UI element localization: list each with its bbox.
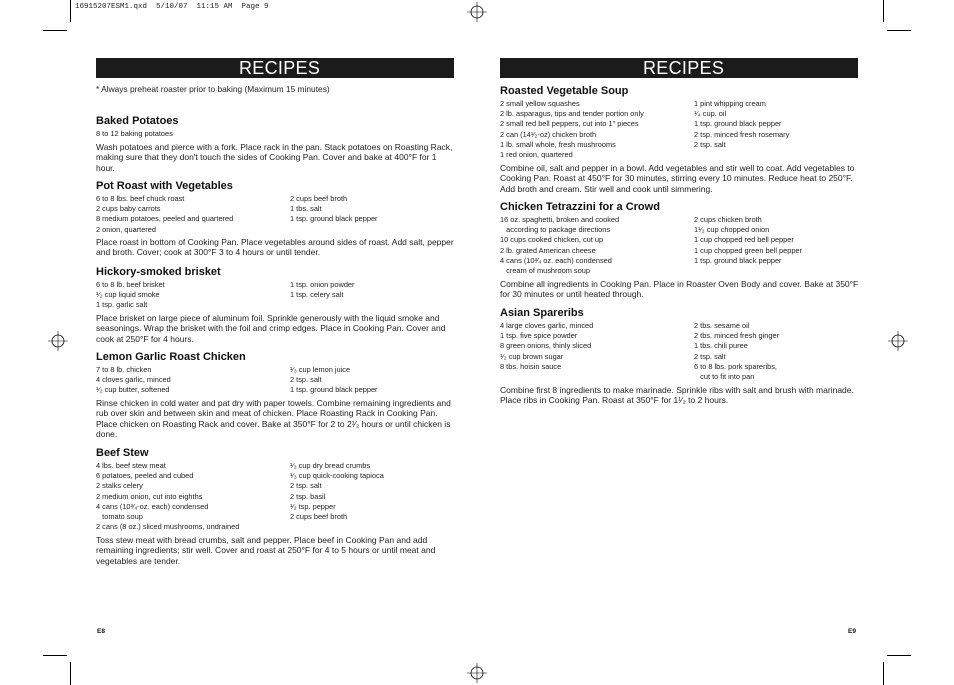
ingredient: 1 tsp. ground black pepper: [694, 255, 782, 265]
recipe-asian-spareribs: [500, 306, 860, 406]
ingredient: ¹⁄₂ tsp. pepper: [290, 501, 336, 511]
recipe-directions: Place brisket on large piece of aluminum foil. Sprinkle generously with the liquid smoke and seasonings. Wrap the brisket with the foil and crimp edges. Place in Cooking Pan. Cover and cook at 250°F for 4 hours.: [96, 313, 446, 344]
ingredient: according to package directions: [500, 225, 611, 235]
ingredient: 2 tsp. salt: [290, 375, 322, 385]
recipe-title: Roasted Vegetable Soup: [500, 85, 629, 97]
ingredient: 1 tsp. ground black pepper: [290, 385, 378, 395]
ingredient: 2 cups chicken broth: [694, 215, 762, 224]
ingredient: cream of mushroom soup: [500, 266, 590, 276]
ingredient: 16 oz. spaghetti, broken and cooked: [500, 215, 620, 224]
recipe-directions: Wash potatoes and pierce with a fork. Place rack in the pan. Stack potatoes on Roasting Rack, making sure that they don't touch the sides of Cooking Pan. Cover and bake at 400°F for 1 hour.: [96, 142, 453, 173]
ingredient: ¹⁄₄ cup. oil: [694, 109, 727, 119]
ingredient-list: [96, 194, 456, 235]
ingredient: 2 can (14¹⁄₂-oz) chicken broth: [500, 129, 597, 139]
registration-mark-icon: [888, 331, 908, 351]
recipe-directions: Place roast in bottom of Cooking Pan. Place vegetables around sides of roast. Add salt, pepper and broth. Cover; cook at 300°F 3 to 4 hours or until tender.: [96, 237, 454, 258]
ingredient: 1 tsp. ground black pepper: [694, 119, 782, 129]
preheat-note: * Always preheat roaster prior to baking (Maximum 15 minutes): [96, 84, 330, 94]
recipe-directions: Rinse chicken in cold water and pat dry with paper towels. Combine remaining ingredients and rub over skin and between skin and meat of chicken. Place Roasting Rack in Cooking Pan. Place chicken on Roasting Rack and cover. Bake at 350°F for 2 to 2¹⁄₂ hours or until chicken is done.: [96, 398, 451, 440]
ingredient: 1 tsp. garlic salt: [96, 300, 148, 310]
recipe-baked-potatoes: [96, 114, 456, 173]
recipe-title: Hickory-smoked brisket: [96, 266, 221, 278]
ingredient: 6 to 8 lbs. beef chuck roast: [96, 194, 185, 203]
recipe-title: Lemon Garlic Roast Chicken: [96, 351, 246, 363]
recipe-hickory-brisket: [96, 265, 456, 344]
recipe-title: Beef Stew: [96, 447, 149, 459]
registration-mark-icon: [467, 663, 487, 683]
ingredient: 2 tsp. minced fresh rosemary: [694, 129, 790, 139]
ingredient: 2 tsp. salt: [290, 481, 322, 491]
recipe-directions: Toss stew meat with bread crumbs, salt and pepper. Place beef in Cooking Pan and add remaining ingredients; stir well. Cover and roast at 250°F for 4 to 5 hours or until meat and vegetables are tender.: [96, 535, 436, 566]
ingredient: 2 cups baby carrots: [96, 204, 161, 214]
recipe-chicken-tetrazzini: [500, 200, 860, 300]
ingredient: ¹⁄₂ cup brown sugar: [500, 351, 564, 361]
ingredient: 1 cup chopped green bell pepper: [694, 245, 803, 255]
ingredient: 1 tsp. ground black pepper: [290, 214, 378, 224]
ingredient: 2 tbs. sesame oil: [694, 321, 750, 330]
ingredient: 1 tbs. salt: [290, 204, 322, 214]
ingredient: ¹⁄₂ cup butter, softened: [96, 385, 170, 395]
ingredient: 8 medium potatoes, peeled and quartered: [96, 214, 234, 224]
recipe-directions: Combine first 8 ingredients to make marinade. Sprinkle ribs with salt and brush with marinade. Place ribs in Cooking Pan. Roast at 350°F for 1¹⁄₂ to 2 hours.: [500, 385, 854, 406]
ingredient: 1 tbs. chili puree: [694, 341, 748, 351]
ingredient: 4 cans (10³⁄₄ oz. each) condensed: [500, 255, 612, 265]
ingredient: 2 tbs. minced fresh ginger: [694, 331, 780, 341]
ingredient-list: [500, 321, 860, 383]
recipe-directions: Combine oil, salt and pepper in a bowl. Add vegetables and stir well to coat. Add vegetables to Cooking Pan. Roast at 450°F for 30 minutes, stirring every 10 minutes. Reduce heat to 250°F. Add broth and cream. Stir well and cook until simmering.: [500, 163, 855, 194]
recipe-title: Asian Spareribs: [500, 307, 584, 319]
ingredient: 2 tsp. salt: [694, 139, 726, 149]
ingredient: 8 green onions, thinly sliced: [500, 341, 592, 351]
ingredient-list: [500, 215, 860, 277]
ingredient: 2 tsp. basil: [290, 491, 326, 501]
recipe-title: Baked Potatoes: [96, 115, 179, 127]
left-header-title: RECIPES: [239, 58, 321, 78]
ingredient: 2 medium onion, cut into eighths: [96, 491, 203, 501]
registration-mark-icon: [48, 331, 68, 351]
ingredient-list: [96, 280, 456, 311]
ingredient: 6 potatoes, peeled and cubed: [96, 471, 194, 481]
ingredient: ¹⁄₂ cup dry bread crumbs: [290, 461, 371, 470]
ingredient: tomato soup: [96, 512, 143, 522]
ingredient: 2 small yellow squashes: [500, 99, 580, 108]
page-number: E9: [848, 628, 856, 635]
ingredient: 1 cup chopped red bell pepper: [694, 235, 794, 245]
recipe-title: Pot Roast with Vegetables: [96, 180, 233, 192]
ingredient: 6 to 8 lbs. pork spareribs,: [694, 361, 777, 371]
ingredient: 4 large cloves garlic, minced: [500, 321, 594, 330]
registration-mark-icon: [467, 2, 487, 22]
ingredient-list: [96, 461, 456, 533]
ingredient: 2 small red bell peppers, cut into 1" pieces: [500, 119, 639, 129]
ingredient: 6 to 8 lb. beef brisket: [96, 280, 165, 289]
ingredient: 2 lb. grated American cheese: [500, 245, 596, 255]
ingredient: cut to fit into pan: [694, 372, 755, 382]
file-slug: 16915207ESM1.qxd 5/10/07 11:15 AM Page 9: [75, 3, 269, 11]
ingredient: 1 red onion, quartered: [500, 150, 573, 160]
ingredient: 2 cans (8 oz.) sliced mushrooms, undrained: [96, 522, 240, 532]
recipe-lemon-garlic-chicken: [96, 350, 456, 440]
recipe-beef-stew: [96, 446, 456, 566]
ingredient: 4 lbs. beef stew meat: [96, 461, 166, 470]
right-header-bar: [500, 58, 858, 78]
recipe-title: Chicken Tetrazzini for a Crowd: [500, 201, 660, 213]
ingredient-list: [500, 99, 860, 161]
recipe-directions: Combine all ingredients in Cooking Pan. Place in Roaster Oven Body and cover. Bake at 350°F for 30 minutes or until heated through.: [500, 279, 859, 300]
ingredient: 2 stalks celery: [96, 481, 143, 491]
page-number: E8: [97, 628, 105, 635]
ingredient: 2 cups beef broth: [290, 194, 348, 203]
ingredient: 7 to 8 lb. chicken: [96, 365, 152, 374]
ingredient: 8 to 12 baking potatoes: [96, 129, 173, 138]
ingredient: 1 pint whipping cream: [694, 99, 766, 108]
ingredient: 10 cups cooked chicken, cut up: [500, 235, 604, 245]
recipe-roasted-vegetable-soup: [500, 84, 860, 194]
ingredient-list: [96, 365, 456, 396]
ingredient: 2 cups beef broth: [290, 512, 348, 522]
ingredient: 1 lb. small whole, fresh mushrooms: [500, 139, 616, 149]
recipe-pot-roast: [96, 179, 456, 258]
ingredient: 2 lb. asparagus, tips and tender portion only: [500, 109, 644, 119]
ingredient: ¹⁄₃ cup quick-cooking tapioca: [290, 471, 384, 481]
ingredient: 1 tsp. celery salt: [290, 290, 344, 300]
ingredient: ¹⁄₃ cup lemon juice: [290, 365, 351, 374]
ingredient: 4 cloves garlic, minced: [96, 375, 171, 385]
ingredient-list: [96, 129, 456, 140]
ingredient: 2 tsp. salt: [694, 351, 726, 361]
left-header-bar: [96, 58, 454, 78]
ingredient: ¹⁄₂ cup liquid smoke: [96, 290, 160, 300]
ingredient: 2 onion, quartered: [96, 224, 156, 234]
ingredient: 1 tsp. onion powder: [290, 280, 355, 289]
ingredient: 1¹⁄₂ cup chopped onion: [694, 225, 770, 235]
ingredient: 4 cans (10³⁄₄-oz. each) condensed: [96, 501, 209, 511]
right-header-title: RECIPES: [643, 58, 725, 78]
ingredient: 8 tbs. hoisin sauce: [500, 361, 562, 371]
ingredient: 1 tsp. five spice powder: [500, 331, 578, 341]
